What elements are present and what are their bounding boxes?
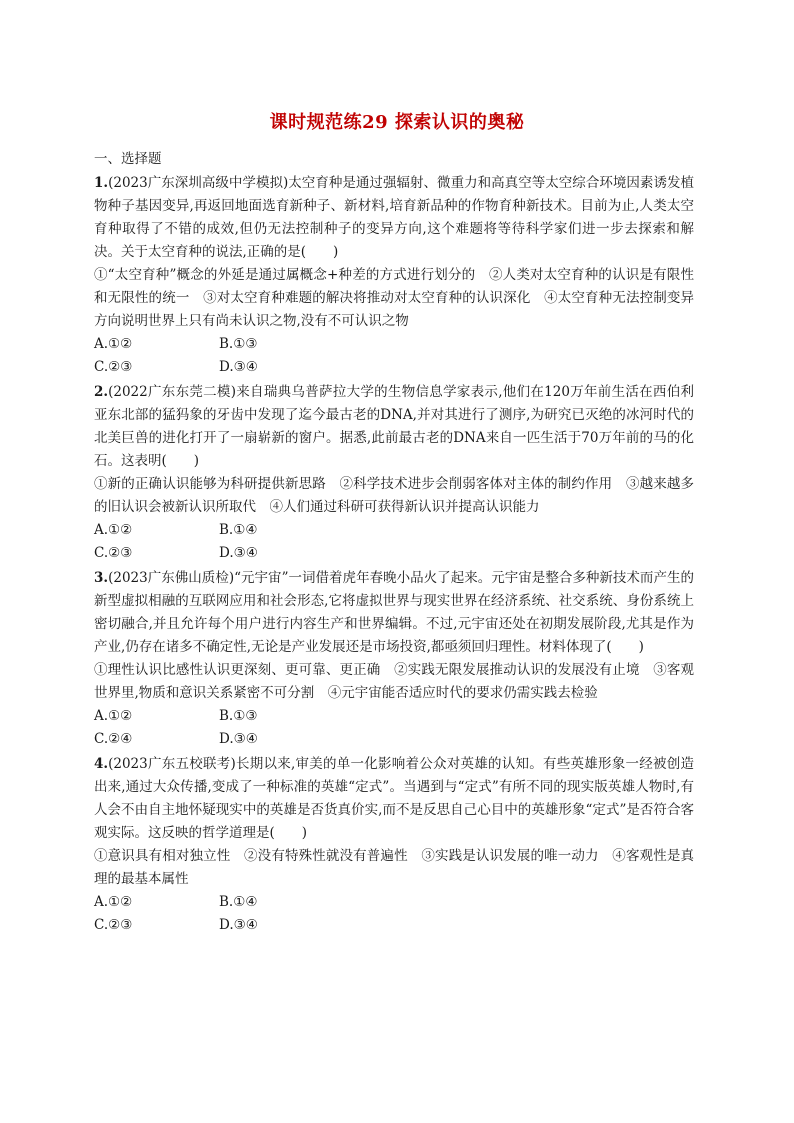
question-items: ①意识具有相对独立性 ②没有特殊性就没有普遍性 ③实践是认识发展的唯一动力 ④客观性是真理的最基本属性 [94, 848, 694, 887]
option-a[interactable]: A.①② [94, 336, 133, 352]
option-b[interactable]: B.①③ [219, 336, 258, 352]
option-c[interactable]: C.②④ [94, 731, 133, 747]
question-text: (2023广东五校联考)长期以来,审美的单一化影响着公众对英雄的认知。有些英雄形象一经被创造出来,通过大众传播,变成了一种标准的英雄“定式”。当遇到与“定式”有所不同的现实版英雄人物时,有人会不由自主地怀疑现实中的英雄是否货真价实,而不是反思自己心目中的英雄形象“定式”是否符合客观实际。这反映的哲学道理是( ) [94, 756, 694, 841]
question-number: 4. [94, 756, 109, 772]
option-d[interactable]: D.③④ [219, 359, 258, 375]
option-b[interactable]: B.①④ [219, 522, 258, 538]
option-d[interactable]: D.③④ [219, 917, 258, 933]
question-number: 2. [94, 384, 109, 400]
answer-options [94, 519, 694, 565]
question-text: (2022广东东莞二模)来自瑞典乌普萨拉大学的生物信息学家表示,他们在120万年前生活在西伯利亚东北部的猛犸象的牙齿中发现了迄今最古老的DNA,并对其进行了测序,为研究已灭绝的冰河时代的北美巨兽的进化打开了一扇崭新的窗户。据悉,此前最古老的DNA来自一匹生活于70万年前的马的化石。这表明( ) [94, 384, 694, 469]
question-number: 3. [94, 570, 109, 586]
option-b[interactable]: B.①④ [219, 894, 258, 910]
option-a[interactable]: A.①② [94, 894, 133, 910]
answer-options [94, 705, 694, 751]
question-stem [94, 753, 694, 845]
question-1 [94, 172, 694, 379]
answer-options [94, 891, 694, 937]
option-a[interactable]: A.①② [94, 522, 133, 538]
question-2 [94, 381, 694, 565]
question-items: ①“太空育种”概念的外延是通过属概念+种差的方式进行划分的 ②人类对太空育种的认识是有限性和无限性的统一 ③对太空育种难题的解决将推动对太空育种的认识深化 ④太空育种无法控制变异方向说明世界上只有尚未认识之物,没有不可认识之物 [94, 267, 694, 329]
option-d[interactable]: D.③④ [219, 731, 258, 747]
question-3 [94, 567, 694, 751]
question-stem [94, 567, 694, 659]
option-c[interactable]: C.②③ [94, 917, 133, 933]
question-stem [94, 172, 694, 264]
option-d[interactable]: D.③④ [219, 545, 258, 561]
question-list [94, 148, 694, 937]
section-heading: 一、选择题 [94, 151, 162, 167]
option-a[interactable]: A.①② [94, 708, 133, 724]
question-stem [94, 381, 694, 473]
question-text: (2023广东深圳高级中学模拟)太空育种是通过强辐射、微重力和高真空等太空综合环境因素诱发植物种子基因变异,再返回地面选育新种子、新材料,培育新品种的作物育种新技术。目前为止,人类太空育种取得了不错的成效,但仍无法控制种子的变异方向,这个难题将等待科学家们进一步去探索和解决。关于太空育种的说法,正确的是( ) [94, 175, 694, 260]
option-b[interactable]: B.①③ [219, 708, 258, 724]
page-title: 课时规范练29 探索认识的奥秘 [269, 112, 525, 133]
option-c[interactable]: C.②③ [94, 545, 133, 561]
question-4 [94, 753, 694, 937]
question-number: 1. [94, 175, 109, 191]
question-items: ①新的正确认识能够为科研提供新思路 ②科学技术进步会削弱客体对主体的制约作用 ③越来越多的旧认识会被新认识所取代 ④人们通过科研可获得新认识并提高认识能力 [94, 476, 694, 515]
option-c[interactable]: C.②③ [94, 359, 133, 375]
question-text: (2023广东佛山质检)“元宇宙”一词借着虎年春晚小品火了起来。元宇宙是整合多种新技术而产生的新型虚拟相融的互联网应用和社会形态,它将虚拟世界与现实世界在经济系统、社交系统、身份系统上密切融合,并且允许每个用户进行内容生产和世界编辑。不过,元宇宙还处在初期发展阶段,尤其是作为产业,仍存在诸多不确定性,无论是产业发展还是市场投资,都亟须回归理性。材料体现了( ) [94, 570, 694, 655]
question-items: ①理性认识比感性认识更深刻、更可靠、更正确 ②实践无限发展推动认识的发展没有止境 ③客观世界里,物质和意识关系紧密不可分割 ④元宇宙能否适应时代的要求仍需实践去检验 [94, 662, 694, 701]
answer-options [94, 333, 694, 379]
